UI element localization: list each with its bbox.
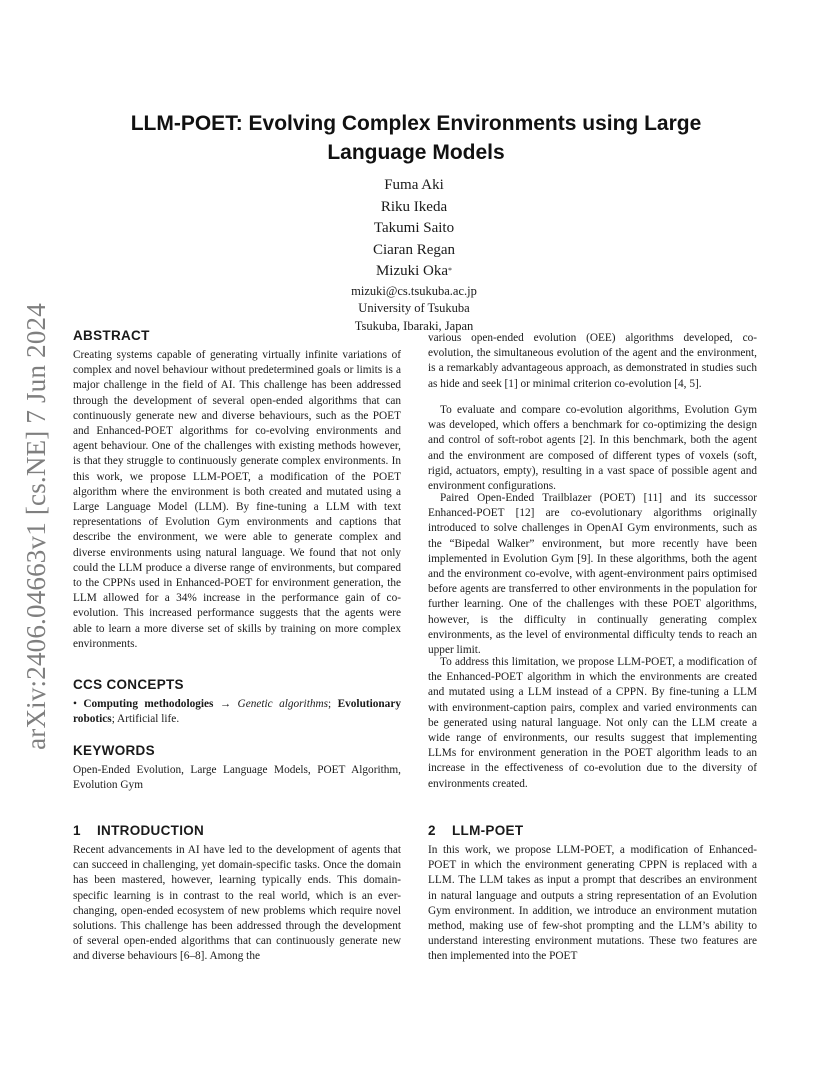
corresponding-author-mark: * [448, 266, 453, 275]
arxiv-stamp-text: arXiv:2406.04663v1 [cs.NE] 7 Jun 2024 [20, 302, 51, 750]
arxiv-stamp [12, 299, 60, 753]
author-email: mizuki@cs.tsukuba.ac.jp [351, 283, 477, 298]
author-name: Takumi Saito [373, 220, 455, 236]
author-name: Fuma Aki [384, 177, 444, 193]
author-name-text: Mizuki Oka [375, 263, 449, 279]
keywords-text: Open-Ended Evolution, Large Language Models, POET Algorithm, Evolution Gym [73, 764, 401, 792]
abstract-text: Creating systems capable of generating virtually infinite variations of complex and novel behaviour without predetermined goals or limits is a major challenge in the field of AI. This challenge has been addressed through the development of several open-ended algorithms that can continuously generate new and diverse behaviours, such as the POET and Enhanced-POET algorithms for co-evolving environments and agent behaviour. One of the challenges with existing methods however, is that they struggle to continuously generate complex environments. In this work, we propose LLM-POET, a modification of the POET algorithm where the environment is both created and mutated using a Large Language Model (LLM). By fine-tuning a LLM with text representations of Evolution Gym environments and captions that describe the environment, we were able to generate complex and diverse environments using natural language. We found that not only could the LLM produce a diverse range of environments, but compared to the CPPNs used in Enhanced-POET for environment generation, the LLM allowed for a 34% increase in the performance gain of co-evolution. This increased performance suggests that the agents were able to learn a more diverse set of skills by training on more complex environments. [73, 349, 401, 650]
section-title: INTRODUCTION [97, 823, 205, 838]
body-paragraph: To evaluate and compare co-evolution algorithms, Evolution Gym was developed, which offers a benchmark for co-optimizing the design and control of soft-robot agents [2]. In this benchmark, both the agent and the environment are composed of different types of voxels (soft, rigid, actuators, empty), resulting in a vast space of possible agent and environment configurations. [428, 404, 757, 493]
body-paragraph: Paired Open-Ended Trailblazer (POET) [11] and its successor Enhanced-POET [12] are co-evolutionary algorithms originally introduced to solve challenges in OpenAI Gym environments, such as the “Bipedal Walker” environment, but more recently have been implemented in Evolution Gym [9]. In these algorithms, both the agent and the environment co-evolve, with agent-environment pairs optimised before agents are transferred to other environments in the population for further learning. One of the challenges with these POET algorithms, however, is the difficulty in continually generating complex environments, as the level of environmental difficulty tends to reach an upper limit. [428, 492, 757, 657]
paper-title: LLM-POET: Evolving Complex Environments using Large Language Models [130, 112, 702, 164]
ccs-separator: ; [328, 698, 338, 710]
author-name-corresponding [214, 261, 614, 283]
section-number: 2 [428, 823, 436, 838]
ccs-arrow: → [213, 698, 238, 710]
section2-paragraph: In this work, we propose LLM-POET, a modification of Enhanced-POET in which the environment generating CPPN is replaced with a LLM. The LLM takes as input a prompt that describes an environment in natural language and outputs a string representation of an Evolution Gym environment. In addition, we introduce an environment mutation method, making use of few-shot prompting and the LLM’s ability to understand interesting environment mutations. These two features are then implemented into the POET [428, 844, 757, 963]
author-name: Ciaran Regan [372, 241, 456, 258]
author-location: Tsukuba, Ibaraki, Japan [354, 318, 474, 333]
ccs-term: Evolutionary robotics [73, 698, 401, 726]
ccs-tail: ; Artificial life. [111, 713, 180, 726]
section-title: LLM-POET [452, 823, 524, 838]
ccs-term: Genetic algorithms [237, 698, 329, 710]
body-paragraph: To address this limitation, we propose LLM-POET, a modification of the Enhanced-POET algorithm in which the environments are created and mutated using a LLM instead of a CPPN. By fine-tuning a LLM with environment-caption pairs, complex and varied environments can be generated using natural language. Not only can the LLM create a wide range of environments, our results suggest that implementing LLMs for environment generation in the POET algorithm leads to an increase in the effectiveness of co-evolution due to the diversity of environments created. [428, 656, 757, 790]
section-heading-introduction [73, 822, 204, 840]
abstract-heading: ABSTRACT [73, 328, 150, 343]
author-university: University of Tsukuba [358, 301, 470, 315]
author-name: Riku Ikeda [380, 198, 448, 215]
author-block [214, 175, 614, 335]
ccs-heading: CCS CONCEPTS [73, 677, 184, 692]
section-heading-llm-poet [428, 822, 523, 840]
ccs-bullet: • [73, 698, 77, 710]
ccs-concepts [73, 697, 401, 727]
ccs-term: Computing methodologies [83, 698, 214, 710]
intro-paragraph: Recent advancements in AI have led to the development of agents that can succeed in challenging, yet domain-specific tasks. Once the domain has been mastered, however, learning typically ends. This domain-specific learning is in contrast to the real world, which is an ever-changing, open-ended ecosystem of new problems which require novel solutions. This challenge has been addressed through the development of several open-ended algorithms that can continuously generate new and diverse behaviours [6–8]. Among the [73, 844, 401, 963]
keywords-heading: KEYWORDS [73, 743, 155, 758]
body-paragraph: various open-ended evolution (OEE) algorithms developed, co-evolution, the simultaneous evolution of the agent and the environment, is a remarkably advantageous approach, as demonstrated in studies such as hide and seek [1] or minimal criterion co-evolution [4, 5]. [428, 332, 757, 390]
section-number: 1 [73, 823, 81, 838]
